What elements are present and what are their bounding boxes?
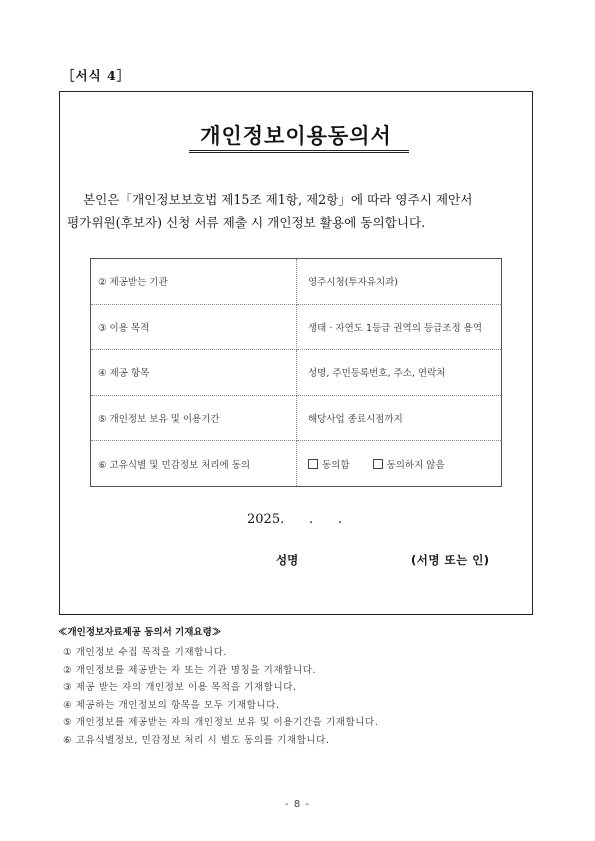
consent-agree-option[interactable] bbox=[308, 457, 350, 471]
list-item: ③ 제공 받는 자의 개인정보 이용 목적을 기재합니다. bbox=[63, 682, 297, 694]
row-label-items: ④ 제공 항목 bbox=[91, 350, 297, 396]
row-value-purpose: 생태 · 자연도 1등급 권역의 등급조정 용역 bbox=[297, 304, 502, 350]
signature-note: (서명 또는 인) bbox=[411, 553, 490, 567]
guide-list bbox=[63, 644, 378, 750]
table-row bbox=[91, 395, 502, 441]
table-row bbox=[91, 304, 502, 350]
disagree-checkbox[interactable] bbox=[373, 459, 383, 469]
statement-line-2: 평가위원(후보자) 신청 서류 제출 시 개인정보 활용에 동의합니다. bbox=[67, 215, 426, 230]
row-label-retention: ⑤ 개인정보 보유 및 이용기간 bbox=[91, 395, 297, 441]
consent-disagree-option[interactable] bbox=[373, 457, 445, 471]
list-item: ① 개인정보 수집 목적을 기재합니다. bbox=[63, 647, 228, 658]
form-number-label: ［서식 4］ bbox=[62, 68, 131, 83]
document-title: 개인정보이용동의서 bbox=[200, 124, 392, 148]
list-item: ⑥ 고유식별정보, 민감정보 처리 시 별도 동의를 기재합니다. bbox=[63, 734, 330, 746]
disagree-label: 동의하지 않음 bbox=[386, 459, 445, 471]
consent-statement bbox=[67, 188, 522, 234]
row-label-sensitive-consent: ⑥ 고유식별 및 민감정보 처리에 동의 bbox=[91, 441, 297, 487]
consent-form-frame bbox=[59, 91, 533, 615]
table-row bbox=[91, 350, 502, 396]
title-underline bbox=[189, 150, 409, 153]
row-value-retention: 해당사업 종료시점까지 bbox=[297, 395, 502, 441]
row-value-provider: 영주시청(투자유치과) bbox=[297, 259, 502, 305]
agree-label: 동의함 bbox=[322, 459, 350, 471]
statement-line-1: 본인은「개인정보보호법 제15조 제1항, 제2항」에 따라 영주시 제안서 bbox=[83, 192, 473, 207]
agree-checkbox[interactable] bbox=[308, 459, 318, 469]
consent-info-table bbox=[90, 258, 502, 487]
list-item: ② 개인정보를 제공받는 자 또는 기관 명칭을 기재합니다. bbox=[63, 664, 317, 676]
row-value-items: 성명, 주민등록번호, 주소, 연락처 bbox=[297, 350, 502, 396]
list-item: ⑤ 개인정보를 제공받는 자의 개인정보 보유 및 이용기간을 기재합니다. bbox=[63, 717, 379, 729]
row-label-provider: ② 제공받는 기관 bbox=[91, 259, 297, 305]
date-field[interactable]: 2025. . . bbox=[247, 512, 343, 527]
list-item: ④ 제공하는 개인정보의 항목을 모두 기재합니다. bbox=[63, 699, 280, 711]
guide-title: ≪개인정보자료제공 동의서 기재요령≫ bbox=[58, 627, 222, 638]
row-label-purpose: ③ 이용 목적 bbox=[91, 304, 297, 350]
page-number: - 8 - bbox=[285, 799, 310, 810]
consent-options bbox=[297, 441, 502, 487]
table-row bbox=[91, 441, 502, 487]
signature-name-label: 성명 bbox=[276, 553, 299, 567]
table-row bbox=[91, 259, 502, 305]
